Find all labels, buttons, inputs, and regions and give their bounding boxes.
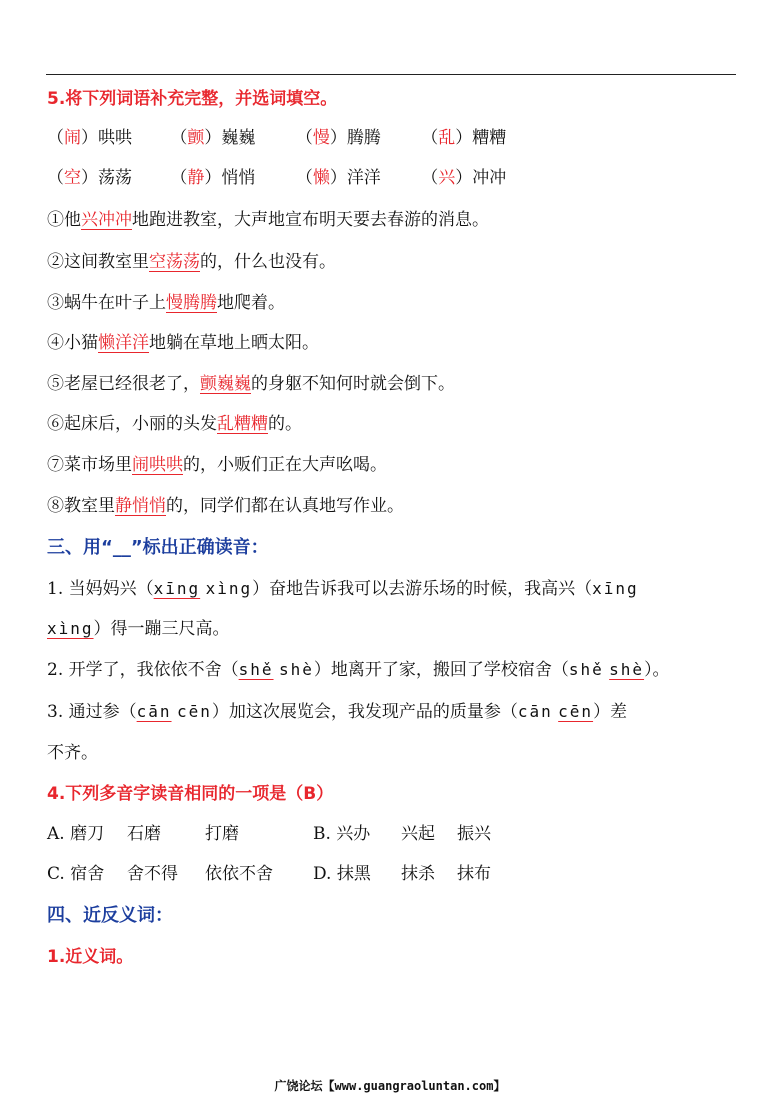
word-item: （颤）巍巍 — [170, 128, 256, 148]
pinyin-option: xìng — [205, 579, 253, 598]
option-word: 抹布 — [457, 864, 491, 884]
answer-blank: 闹哄哄 — [132, 455, 183, 475]
option-word: 依依不舍 — [205, 864, 273, 884]
pinyin-question-1: 1. 当妈妈兴（xīng xìng）奋地告诉我可以去游乐场的时候，我高兴（xīng — [47, 579, 639, 599]
answer-letter: B — [303, 784, 317, 804]
pinyin-option: xīng — [592, 579, 639, 598]
word-item: （乱）糟糟 — [421, 128, 507, 148]
answer-blank: 颤巍巍 — [200, 374, 251, 394]
options-row-1 — [47, 823, 491, 845]
word-item: （空）荡荡 — [47, 168, 132, 188]
option-word: 振兴 — [457, 824, 491, 844]
answer-blank: 懒洋洋 — [98, 333, 149, 353]
option-a-label: A. 磨刀 — [47, 824, 105, 844]
top-rule — [46, 74, 736, 75]
sentence-4: ④小猫懒洋洋地躺在草地上晒太阳。 — [47, 333, 319, 353]
sentence-2: ②这间教室里空荡荡的，什么也没有。 — [47, 252, 336, 272]
option-word: 抹杀 — [401, 864, 435, 884]
option-word: 打磨 — [205, 824, 239, 844]
word-row-1 — [47, 127, 506, 149]
pinyin-question-2: 2. 开学了，我依依不舍（shě shè）地离开了家，搬回了学校宿舍（shě shè）。 — [47, 660, 670, 680]
pinyin-question-1-cont: xìng）得一蹦三尺高。 — [47, 619, 230, 639]
pinyin-option-correct: xīng — [153, 579, 201, 598]
sentence-1: ①他兴冲冲地跑进教室，大声地宣布明天要去春游的消息。 — [47, 210, 489, 230]
option-b-label: B. 兴办 — [313, 824, 371, 844]
option-c-label: C. 宿舍 — [47, 864, 105, 884]
section4-heading: 四、近反义词： — [47, 905, 173, 926]
option-word: 石磨 — [127, 824, 161, 844]
sentence-8: ⑧教室里静悄悄的，同学们都在认真地写作业。 — [47, 496, 404, 516]
word-row-2 — [47, 167, 506, 189]
pinyin-option: cēn — [176, 702, 212, 721]
footer-watermark: 广饶论坛【www.guangraoluntan.com】 — [274, 1079, 506, 1093]
word-item: （闹）哄哄 — [47, 128, 132, 148]
sentence-5: ⑤老屋已经很老了，颤巍巍的身躯不知何时就会倒下。 — [47, 374, 455, 394]
section5-heading: 5.将下列词语补充完整，并选词填空。 — [47, 89, 338, 109]
section3-heading: 三、用“__”标出正确读音： — [47, 537, 269, 558]
sentence-3: ③蜗牛在叶子上慢腾腾地爬着。 — [47, 293, 285, 313]
word-item: （懒）洋洋 — [295, 168, 381, 188]
question-4-heading: 4.下列多音字读音相同的一项是（B） — [47, 784, 334, 804]
answer-blank: 空荡荡 — [149, 252, 200, 272]
pinyin-option: shè — [278, 660, 314, 679]
option-word: 舍不得 — [127, 864, 178, 884]
answer-blank: 兴冲冲 — [81, 210, 132, 230]
answer-blank: 乱糟糟 — [217, 414, 268, 434]
pinyin-option: cān — [517, 702, 553, 721]
word-item: （静）悄悄 — [170, 168, 256, 188]
answer-blank: 静悄悄 — [115, 496, 166, 516]
pinyin-option-correct: cān — [136, 702, 172, 721]
pinyin-question-3-cont: 不齐。 — [47, 743, 98, 763]
sentence-6: ⑥起床后，小丽的头发乱糟糟的。 — [47, 414, 302, 434]
option-d-label: D. 抹黑 — [313, 864, 371, 884]
pinyin-option-correct: xìng — [47, 619, 94, 638]
section4-sub-heading: 1.近义词。 — [47, 947, 134, 967]
pinyin-option: shě — [568, 660, 604, 679]
option-word: 兴起 — [401, 824, 435, 844]
word-item: （兴）冲冲 — [421, 168, 507, 188]
answer-blank: 慢腾腾 — [166, 293, 217, 313]
pinyin-option-correct: cēn — [558, 702, 594, 721]
pinyin-option-correct: shè — [609, 660, 645, 679]
pinyin-option-correct: shě — [238, 660, 274, 679]
sentence-7: ⑦菜市场里闹哄哄的，小贩们正在大声吆喝。 — [47, 455, 387, 475]
word-item: （慢）腾腾 — [295, 128, 381, 148]
options-row-2 — [47, 863, 491, 885]
pinyin-question-3: 3. 通过参（cān cēn）加这次展览会，我发现产品的质量参（cān cēn）差 — [47, 702, 628, 722]
